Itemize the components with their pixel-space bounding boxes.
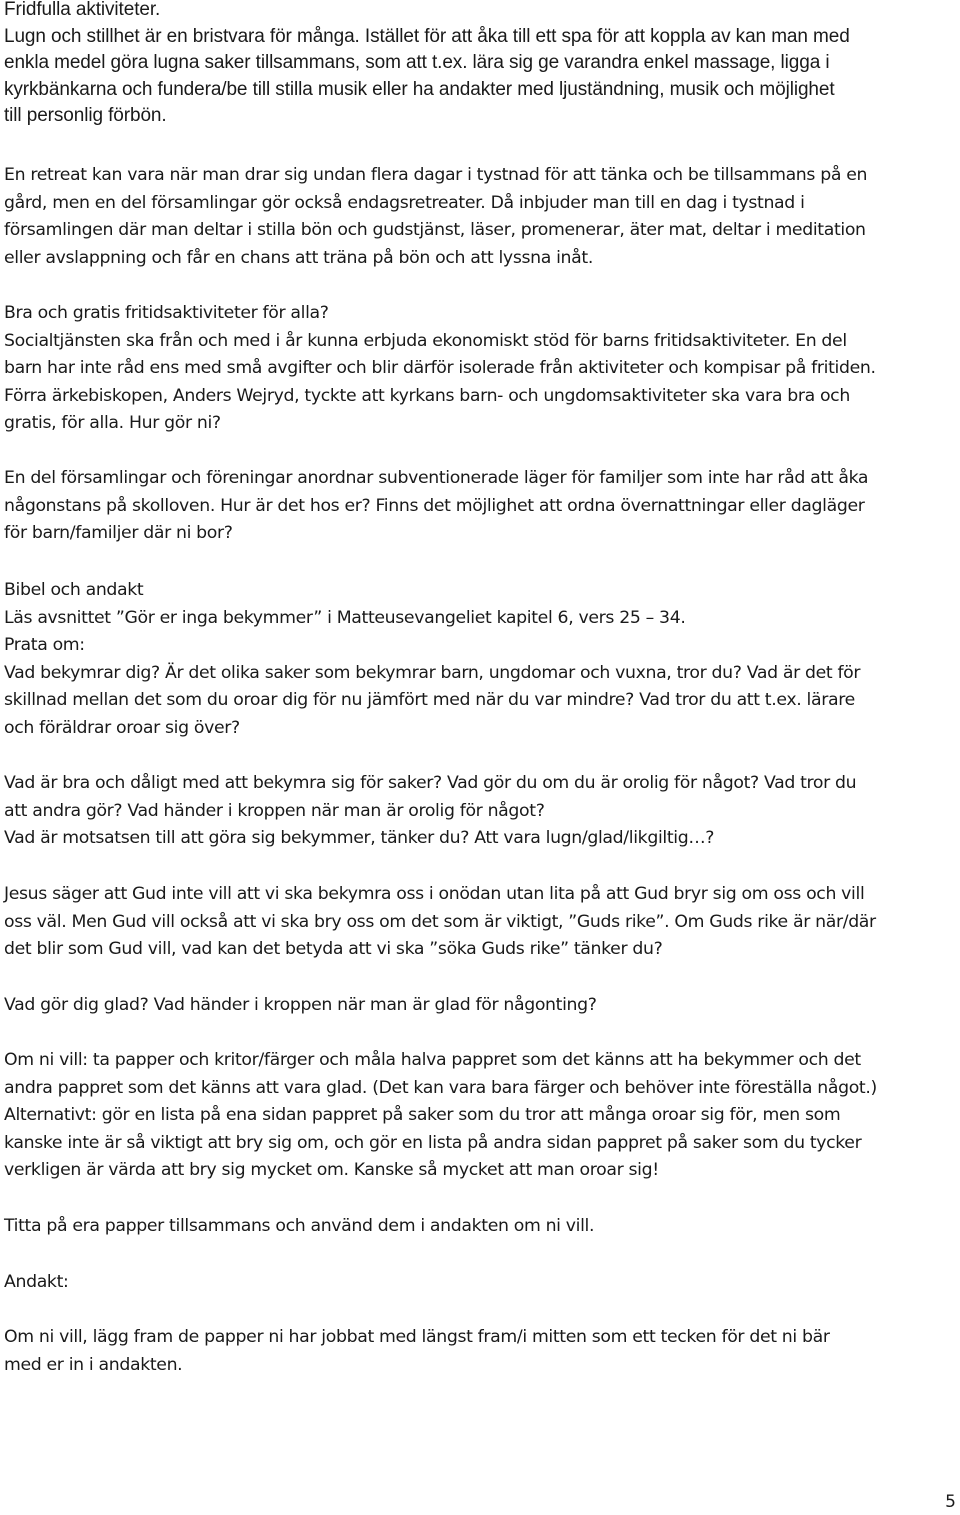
text-line: någonstans på skolloven. Hur är det hos er? Finns det möjlighet att ordna övernattningar eller dagläger (4, 495, 865, 516)
text-line: Vad är motsatsen till att göra sig bekymmer, tänker du? Att vara lugn/glad/likgiltig…? (4, 828, 715, 849)
text-line: andra pappret som det känns att vara glad. (Det kan vara bara färger och behöver inte föreställa något.) (4, 1077, 877, 1098)
text-line: enkla medel göra lugna saker tillsammans, som att t.ex. lära sig ge varandra enkel massage, ligga i (4, 52, 830, 73)
page-number: 5 (945, 1492, 956, 1512)
text-line: att andra gör? Vad händer i kroppen när man är orolig för något? (4, 800, 545, 821)
text-line: skillnad mellan det som du oroar dig för nu jämfört med när du var mindre? Vad tror du att t.ex. lärare (4, 690, 855, 711)
text-line: med er in i andakten. (4, 1354, 183, 1375)
text-line: Titta på era papper tillsammans och använd dem i andakten om ni vill. (4, 1216, 595, 1236)
text-line: En del församlingar och föreningar anordnar subventionerade läger för familjer som inte har råd att åka (4, 468, 869, 488)
text-line: Fridfulla aktiviteter. (4, 0, 161, 20)
text-line: Lugn och stillhet är en bristvara för många. Istället för att åka till ett spa för att koppla av kan man med (4, 25, 850, 47)
andakt-label-block (4, 1269, 956, 1297)
bibel-section (4, 577, 956, 743)
text-line: Om ni vill: ta papper och kritor/färger och måla halva pappret som det känns att ha bekymmer och det (4, 1050, 861, 1070)
glad-paragraph (4, 992, 956, 1020)
text-line: eller avslappning och får en chans att träna på bön och att lyssna inåt. (4, 247, 593, 268)
section-subheading: Bra och gratis fritidsaktiviteter för alla? (4, 303, 329, 323)
text-line: till personlig förbön. (4, 105, 167, 126)
andakt-label: Andakt: (4, 1272, 69, 1292)
text-line: Vad gör dig glad? Vad händer i kroppen när man är glad för någonting? (4, 995, 597, 1015)
jesus-paragraph (4, 881, 956, 964)
text-line: för barn/familjer där ni bor? (4, 523, 233, 544)
andakt-paragraph (4, 1324, 956, 1379)
text-line: gratis, för alla. Hur gör ni? (4, 413, 221, 434)
titta-paragraph (4, 1213, 956, 1241)
text-line: Socialtjänsten ska från och med i år kunna erbjuda ekonomiskt stöd för barns fritidsaktiviteter. En del (4, 330, 847, 351)
bekymra-paragraph (4, 770, 956, 853)
text-line: kyrkbänkarna och fundera/be till stilla musik eller ha andakter med ljuständning, musik och möjlighet (4, 78, 835, 100)
text-line: Alternativt: gör en lista på ena sidan pappret på saker som du tror att många oroar sig för, men som (4, 1105, 841, 1126)
text-line: gård, men en del församlingar gör också endagsretreater. Då inbjuder man till en dag i tystnad i (4, 192, 805, 213)
text-line: kanske inte är så viktigt att bry sig om, och gör en lista på andra sidan pappret på saker som du tycker (4, 1132, 862, 1153)
text-line: Vad är bra och dåligt med att bekymra sig för saker? Vad gör du om du är orolig för något? Vad tror du (4, 773, 857, 793)
section-heading: Bibel och andakt (4, 580, 144, 600)
text-line: Förra ärkebiskopen, Anders Wejryd, tyckte att kyrkans barn- och ungdomsaktiviteter ska vara bra och (4, 385, 850, 406)
text-line: Jesus säger att Gud inte vill att vi ska bekymra oss i onödan utan lita på att Gud bryr sig om oss och vill (4, 884, 865, 904)
text-line: verkligen är värda att bry sig mycket om. Kanske så mycket att man oroar sig! (4, 1160, 659, 1181)
text-line: barn har inte råd ens med små avgifter och blir därför isolerade från aktiviteter och kompisar på fritiden. (4, 358, 876, 379)
mala-paragraph (4, 1047, 956, 1185)
text-line: Prata om: (4, 635, 85, 656)
intro-paragraph (4, 0, 956, 130)
text-line: Vad bekymrar dig? Är det olika saker som bekymrar barn, ungdomar och vuxna, tror du? Vad är det för (4, 662, 861, 683)
text-line: En retreat kan vara när man drar sig undan flera dagar i tystnad för att tänka och be tillsammans på en (4, 165, 868, 185)
text-line: Läs avsnittet ”Gör er inga bekymmer” i Matteusevangeliet kapitel 6, vers 25 – 34. (4, 607, 686, 628)
lager-paragraph (4, 465, 956, 548)
fritid-paragraph (4, 300, 956, 438)
text-line: Om ni vill, lägg fram de papper ni har jobbat med längst fram/i mitten som ett tecken för det ni bär (4, 1327, 830, 1347)
text-line: och föräldrar oroar sig över? (4, 717, 240, 738)
text-line: församlingen där man deltar i stilla bön och gudstjänst, läser, promenerar, äter mat, deltar i meditation (4, 220, 866, 241)
text-line: det blir som Gud vill, vad kan det betyda att vi ska ”söka Guds rike” tänker du? (4, 939, 663, 960)
retreat-paragraph (4, 162, 956, 272)
text-line: oss väl. Men Gud vill också att vi ska bry oss om det som är viktigt, ”Guds rike”. Om Guds rike är när/där (4, 911, 876, 932)
